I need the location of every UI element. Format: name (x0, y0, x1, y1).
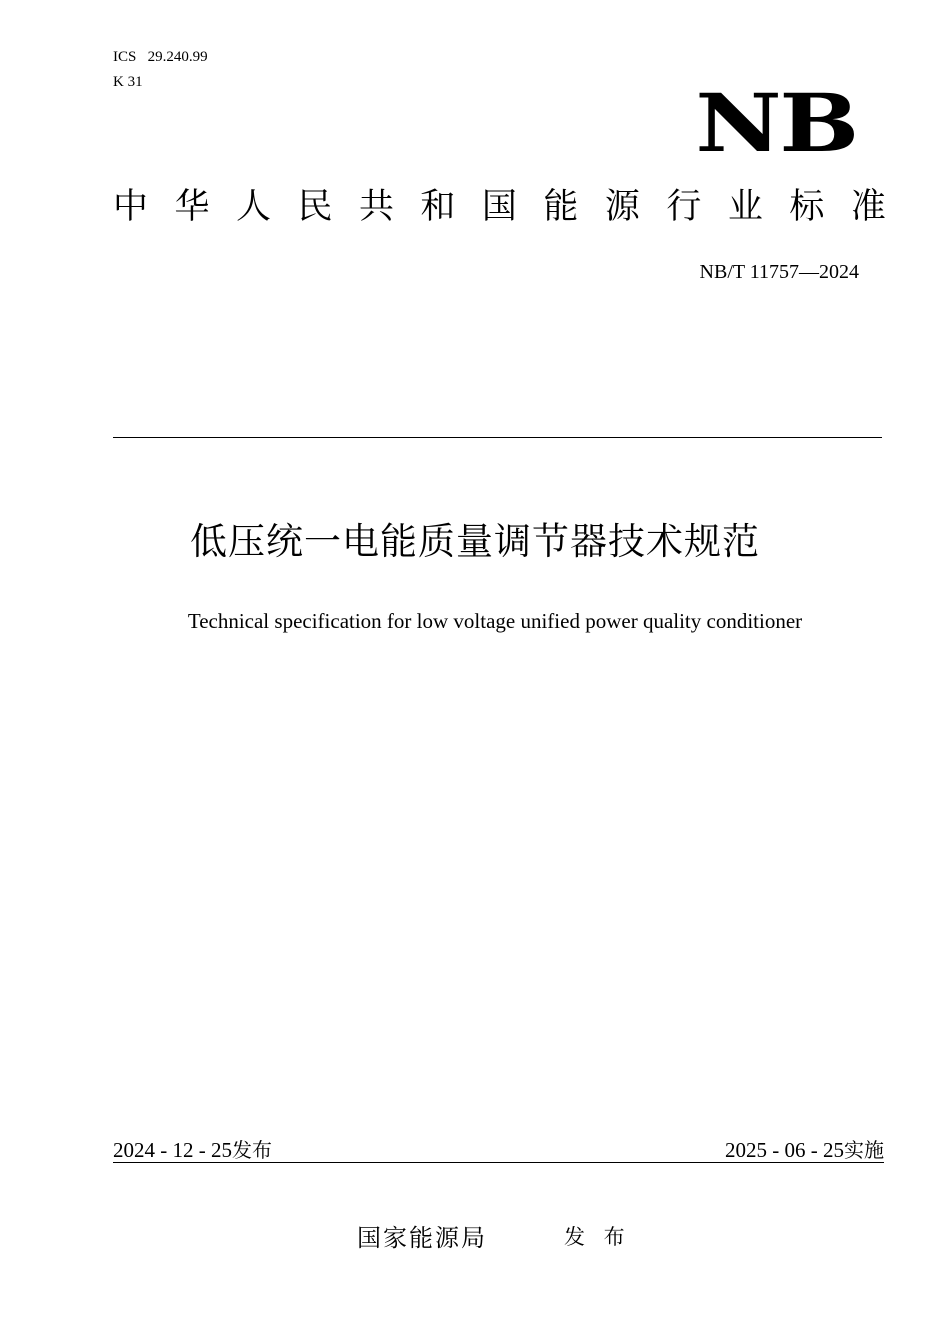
implementation-date (725, 1137, 884, 1163)
category-char: 能 (543, 187, 579, 227)
nb-logo: NB (695, 76, 857, 170)
category-char: 国 (481, 187, 517, 227)
document-title-english: Technical specification for low voltage unified power quality conditioner (187, 609, 803, 633)
issue-word: 发 布 (564, 1225, 631, 1249)
category-char: 中 (113, 187, 149, 227)
document-title-chinese: 低压统一电能质量调节器技术规范 (190, 520, 760, 563)
issue-date (113, 1137, 272, 1163)
bottom-divider (113, 1162, 884, 1163)
category-char: 共 (358, 187, 394, 227)
issue-date-label: 发布 (232, 1138, 272, 1162)
category-char: 人 (235, 187, 271, 227)
ccs-code: K 31 (113, 74, 143, 90)
category-char: 源 (604, 187, 640, 227)
category-char: 行 (666, 187, 702, 227)
category-char: 准 (850, 187, 886, 227)
category-char: 业 (727, 187, 763, 227)
top-divider (113, 437, 882, 438)
issuing-authority: 国家能源局 (357, 1224, 487, 1252)
standard-number: NB/T 11757—2024 (699, 261, 859, 283)
issue-date-value: 2024 - 12 - 25 (113, 1138, 232, 1162)
category-char: 标 (789, 187, 825, 227)
category-char: 华 (174, 187, 210, 227)
category-char: 和 (420, 187, 456, 227)
ics-code: ICS 29.240.99 (113, 49, 208, 65)
category-char: 民 (297, 187, 333, 227)
standard-category-title (113, 185, 886, 229)
implementation-date-label: 实施 (844, 1138, 884, 1162)
implementation-date-value: 2025 - 06 - 25 (725, 1138, 844, 1162)
